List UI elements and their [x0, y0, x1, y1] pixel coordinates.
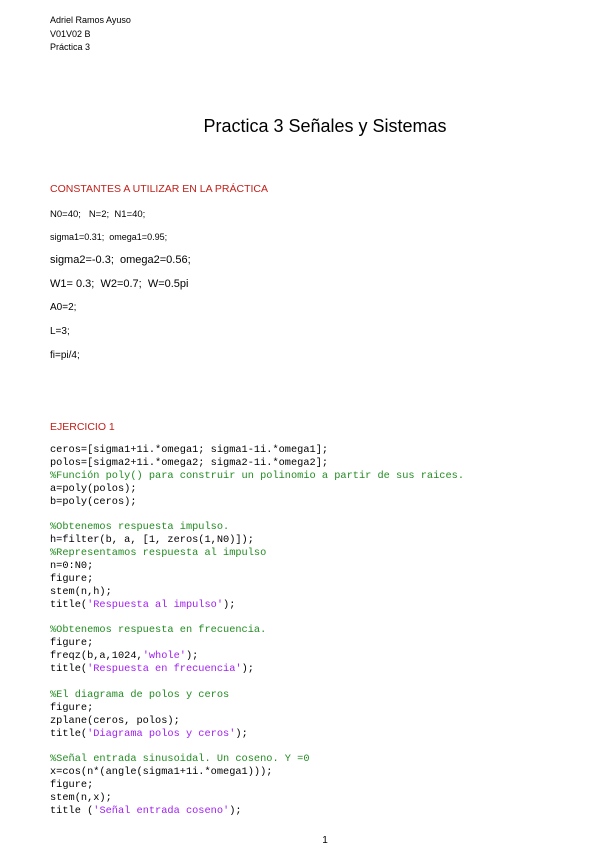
exercise-heading: EJERCICIO 1 — [50, 421, 115, 433]
code-line — [50, 547, 464, 560]
code-line — [50, 612, 464, 625]
constant-line: L=3; — [50, 326, 70, 337]
code-text: title ( — [50, 804, 94, 817]
code-text: ); — [185, 650, 199, 663]
page-header — [50, 14, 131, 55]
code-text: ); — [235, 727, 248, 740]
code-text: zplane(ceros, polos); — [50, 714, 180, 727]
code-line — [50, 560, 464, 573]
page-number: 1 — [322, 835, 328, 846]
code-text: stem(n,x); — [50, 792, 112, 805]
code-line — [50, 740, 464, 753]
constant-line: sigma2=-0.3; omega2=0.56; — [50, 254, 191, 266]
code-string: 'Diagrama polos y ceros' — [87, 727, 236, 740]
code-line — [50, 805, 464, 818]
code-comment: %Función poly() para construir un polinomio a partir de sus raices. — [50, 469, 465, 482]
code-text: polos=[sigma2+1i.*omega2; sigma2-1i.*omega2]; — [50, 456, 329, 469]
code-line — [50, 663, 464, 676]
practice-label: Práctica 3 — [50, 42, 91, 52]
code-line — [50, 444, 464, 457]
code-comment: %Señal entrada sinusoidal. Un coseno. Y =0 — [50, 753, 310, 766]
code-line — [50, 573, 464, 586]
code-text: a=poly(polos); — [50, 482, 137, 495]
code-line — [50, 766, 464, 779]
code-comment: %Representamos respuesta al impulso — [50, 547, 267, 560]
code-line — [50, 599, 464, 612]
code-line — [50, 689, 464, 702]
code-text: ceros=[sigma1+1i.*omega1; sigma1-1i.*omega1]; — [50, 444, 329, 456]
code-comment: %Obtenemos respuesta en frecuencia. — [50, 624, 267, 637]
code-line — [50, 470, 464, 483]
code-line — [50, 586, 464, 599]
code-text: title( — [50, 598, 88, 611]
code-text: ); — [241, 663, 254, 676]
constant-line: A0=2; — [50, 302, 77, 313]
constant-line: fi=pi/4; — [50, 350, 80, 361]
code-line — [50, 779, 464, 792]
group-code: V01V02 B — [50, 28, 91, 39]
code-line — [50, 650, 464, 663]
code-text: stem(n,h); — [50, 585, 112, 598]
code-text: figure; — [50, 701, 94, 714]
code-string: 'Respuesta en frecuencia' — [87, 663, 242, 676]
code-text: title( — [50, 727, 88, 740]
code-line — [50, 753, 464, 766]
code-string: 'Señal entrada coseno' — [93, 804, 230, 817]
code-string: 'Respuesta al impulso' — [87, 598, 224, 611]
code-line — [50, 792, 464, 805]
code-line — [50, 637, 464, 650]
code-line — [50, 624, 464, 637]
matlab-code-block — [50, 444, 464, 818]
code-line — [50, 457, 464, 470]
code-line — [50, 521, 464, 534]
constant-line: sigma1=0.31; omega1=0.95; — [50, 232, 168, 242]
constants-heading: CONSTANTES A UTILIZAR EN LA PRÁCTICA — [50, 183, 269, 195]
code-line — [50, 496, 464, 509]
code-text: title( — [50, 663, 88, 676]
constant-line: W1= 0.3; W2=0.7; W=0.5pi — [50, 278, 189, 290]
code-text: x=cos(n*(angle(sigma1+1i.*omega1))); — [50, 766, 273, 779]
code-line — [50, 676, 464, 689]
code-line — [50, 702, 464, 715]
code-text: ); — [229, 804, 242, 817]
constant-line: N0=40; N=2; N1=40; — [50, 209, 146, 220]
code-string: 'whole' — [142, 650, 186, 663]
code-text: b=poly(ceros); — [50, 495, 137, 508]
code-text: figure; — [50, 637, 94, 650]
document-title: Practica 3 Señales y Sistemas — [203, 116, 447, 136]
code-text: freqz(b,a,1024, — [50, 650, 143, 663]
author-name: Adriel Ramos Ayuso — [50, 15, 131, 25]
code-text: ); — [223, 598, 236, 611]
code-text: n=0:N0; — [50, 560, 94, 573]
code-text: figure; — [50, 779, 94, 792]
code-line — [50, 534, 464, 547]
code-text: figure; — [50, 572, 94, 585]
code-text: h=filter(b, a, [1, zeros(1,N0)]); — [50, 534, 254, 547]
code-line — [50, 483, 464, 496]
code-comment: %El diagrama de polos y ceros — [50, 688, 230, 701]
code-comment: %Obtenemos respuesta impulso. — [50, 521, 230, 534]
code-line — [50, 715, 464, 728]
code-line — [50, 508, 464, 521]
code-line — [50, 728, 464, 741]
